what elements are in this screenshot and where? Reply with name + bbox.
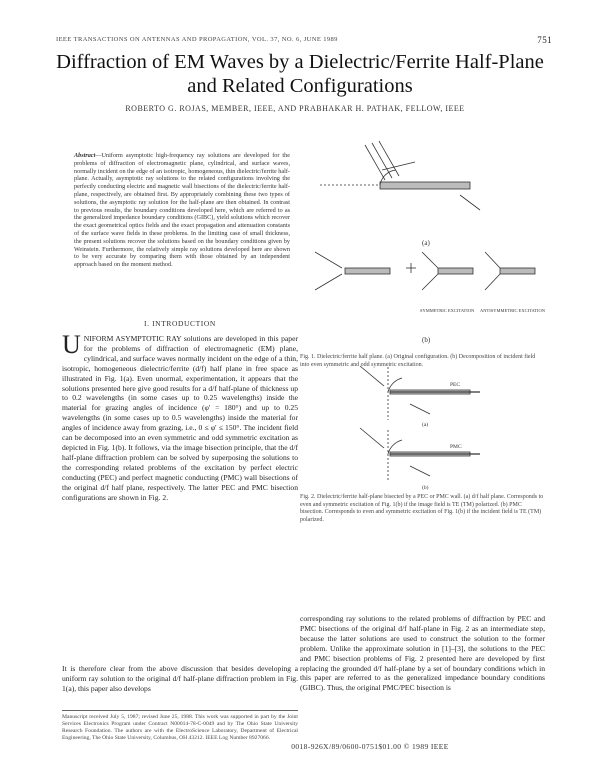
fig2-label-pec: PEC bbox=[450, 382, 461, 388]
incident-ray bbox=[422, 274, 438, 290]
slab-b-left bbox=[345, 268, 390, 274]
diffracted-ray bbox=[410, 404, 430, 414]
figure-2-caption: Fig. 2. Dielectric/ferrite half-plane bisected by a PEC or PMC wall. (a) d/f half plane. Corresponds to even and symmetric excitation of Fig. 1(b) if the image field is TE (TM) polarized. (b) PMC bisection. Corresponds to even and symmetric excitation of Fig. 1(b) if the incident field is TE (TM) polarized. bbox=[300, 494, 544, 523]
drop-cap: U bbox=[62, 330, 81, 359]
running-head bbox=[56, 36, 552, 48]
body-column-2: corresponding ray solutions to the related problems of diffraction by PEC and PMC bisections of the original d/f half-plane in Fig. 2 as an intermediate step, because the latter solutions are used to construct the solution to the former problem. Unlike the approximate solution in [1]–[3], the solutions to the PEC and PMC bisection problems of Fig. 2 presented here are developed by first replacing the grounded d/f half-plane by a set of boundary conditions which in this paper are referred to as the generalized impedance boundary conditions (GIBC). Thus, the original PMC/PEC bisection is bbox=[300, 614, 545, 693]
diffracted-ray bbox=[410, 466, 430, 476]
incident-ray bbox=[315, 274, 342, 290]
figure-1-caption: Fig. 1. Dielectric/ferrite half plane. (a) Original configuration. (b) Decomposition of incident field into even symmetric and odd symmetric excitation. bbox=[300, 354, 536, 368]
abstract-text: —Uniform asymptotic high-frequency ray solutions are developed for the problems of diffraction of electromagnetic plane, cylindrical, and surface waves, normally incident on the edge of an isotropic, homogeneous, thin dielectric/ferrite half-plane. Actually, asymptotic ray solutions to the related configurations involving the perfectly conducting electric and magnetic wall bisections of the dielectric/ferrite half-plane, respectively, are obtained first. By appropriately combining these two types of solutions, the asymptotic ray solution for the half-plane are then obtained. In contrast to previous results, the boundary conditions developed here, which are referred to as the generalized impedance boundary conditions (GIBC), yield solutions which recover the exact geometrical optics fields and the exact propagation and attenuation constants of the surface wave fields in these problems. In the limiting case of small thickness, the present solutions recover the solutions based on the boundary conditions given by Weinstein. Furthermore, the relatively simple ray solutions developed here are shown to be very accurate by comparing them with those obtained by an independent approach based on the moment method. bbox=[74, 152, 290, 269]
section-heading: I. INTRODUCTION bbox=[144, 319, 216, 328]
journal-header: IEEE TRANSACTIONS ON ANTENNAS AND PROPAGATION, VOL. 37, NO. 6, JUNE 1989 bbox=[56, 36, 338, 43]
page-number: 751 bbox=[537, 35, 552, 45]
incident-ray bbox=[485, 252, 500, 268]
incident-ray bbox=[360, 428, 384, 448]
slab-b-right bbox=[500, 268, 535, 274]
fig1-label-b: (b) bbox=[422, 336, 431, 344]
abstract bbox=[74, 152, 290, 269]
figure-1 bbox=[310, 140, 545, 350]
footnote-rule bbox=[62, 710, 298, 711]
incident-ray bbox=[485, 274, 500, 290]
fig2-label-b: (b) bbox=[422, 485, 429, 491]
incident-ray bbox=[315, 252, 342, 268]
incident-ray bbox=[365, 145, 385, 180]
slab-b-mid bbox=[438, 268, 473, 274]
figure-2 bbox=[350, 362, 500, 492]
copyright-line: 0018-926X/89/0600-0751$01.00 © 1989 IEEE bbox=[291, 742, 449, 751]
incident-ray bbox=[360, 366, 384, 386]
author-line: ROBERTO G. ROJAS, MEMBER, IEEE, AND PRABHAKAR H. PATHAK, FELLOW, IEEE bbox=[125, 104, 465, 113]
body-paragraph-1: NIFORM ASYMPTOTIC RAY solutions are developed in this paper for the problems of diffraction of electromagnetic (EM) plane, cylindrical, and surface waves normally incident on the edge of a thin, isotropic, homogeneous dielectric/ferrite (d/f) half plane in free space as illustrated in Fig. 1(a). Even unormal, experimentation, it appears that the solutions presented here give good results for a d/f half-plane of thickness up to 0.2 wavelengths (in some cases up to 0.25 wavelengths) inside the material for grazing angles of incidence (φ' = 180°) and up to 0.25 wavelengths (in some cases up to 0.5 wavelengths) inside the material for angles of incidence away from grazing, i.e., 0 ≤ φ' ≤ 150°. The incident field can be decomposed into an even symmetric and odd symmetric excitation as depicted in Fig. 1(b). It follows, via the image bisection principle, that the d/f half-plane diffraction problem can be solved by superposing the solutions to the corresponding related problems of the excitation by perfect electric conducting (PEC) and perfect magnetic conducting (PMC) wall bisections of the original d/f half plane, respectively. The latter PEC and PMC bisection configurations are shown in Fig. 2. bbox=[62, 334, 298, 502]
fig2-label-a: (a) bbox=[422, 422, 429, 428]
paper-title: Diffraction of EM Waves by a Dielectric/Ferrite Half-Plane and Related Configurations bbox=[56, 51, 544, 97]
incident-ray bbox=[372, 143, 392, 178]
incident-ray bbox=[379, 141, 399, 176]
fig1-label-a: (a) bbox=[422, 239, 430, 247]
surface-wave-arrow bbox=[460, 195, 480, 210]
body-column-1 bbox=[62, 330, 298, 502]
incident-ray bbox=[422, 252, 438, 268]
abstract-label: Abstract bbox=[74, 152, 96, 159]
footnote: Manuscript received July 5, 1987; revised June 25, 1988. This work was supported in part by the Joint Services Electronics Program under Contract N00014-78-C-0049 and by The Ohio State University Research Foundation. The authors are with the ElectroScience Laboratory, Department of Electrical Engineering, The Ohio State University, Columbus, OH 43212. IEEE Log Number 8927066. bbox=[62, 714, 298, 741]
fig1-subcaption: ANTISYMMETRIC EXCITATION bbox=[480, 308, 545, 313]
body-paragraph-2: It is therefore clear from the above discussion that besides developing a uniform ray solution to the original d/f half-plane diffraction problem in Fig. 1(a), this paper also develops bbox=[62, 664, 298, 693]
wave-arrow bbox=[382, 162, 415, 170]
fig2-label-pmc: PMC bbox=[450, 444, 462, 450]
fig1-subcaption: SYMMETRIC EXCITATION bbox=[420, 308, 475, 313]
slab-a bbox=[380, 182, 470, 189]
